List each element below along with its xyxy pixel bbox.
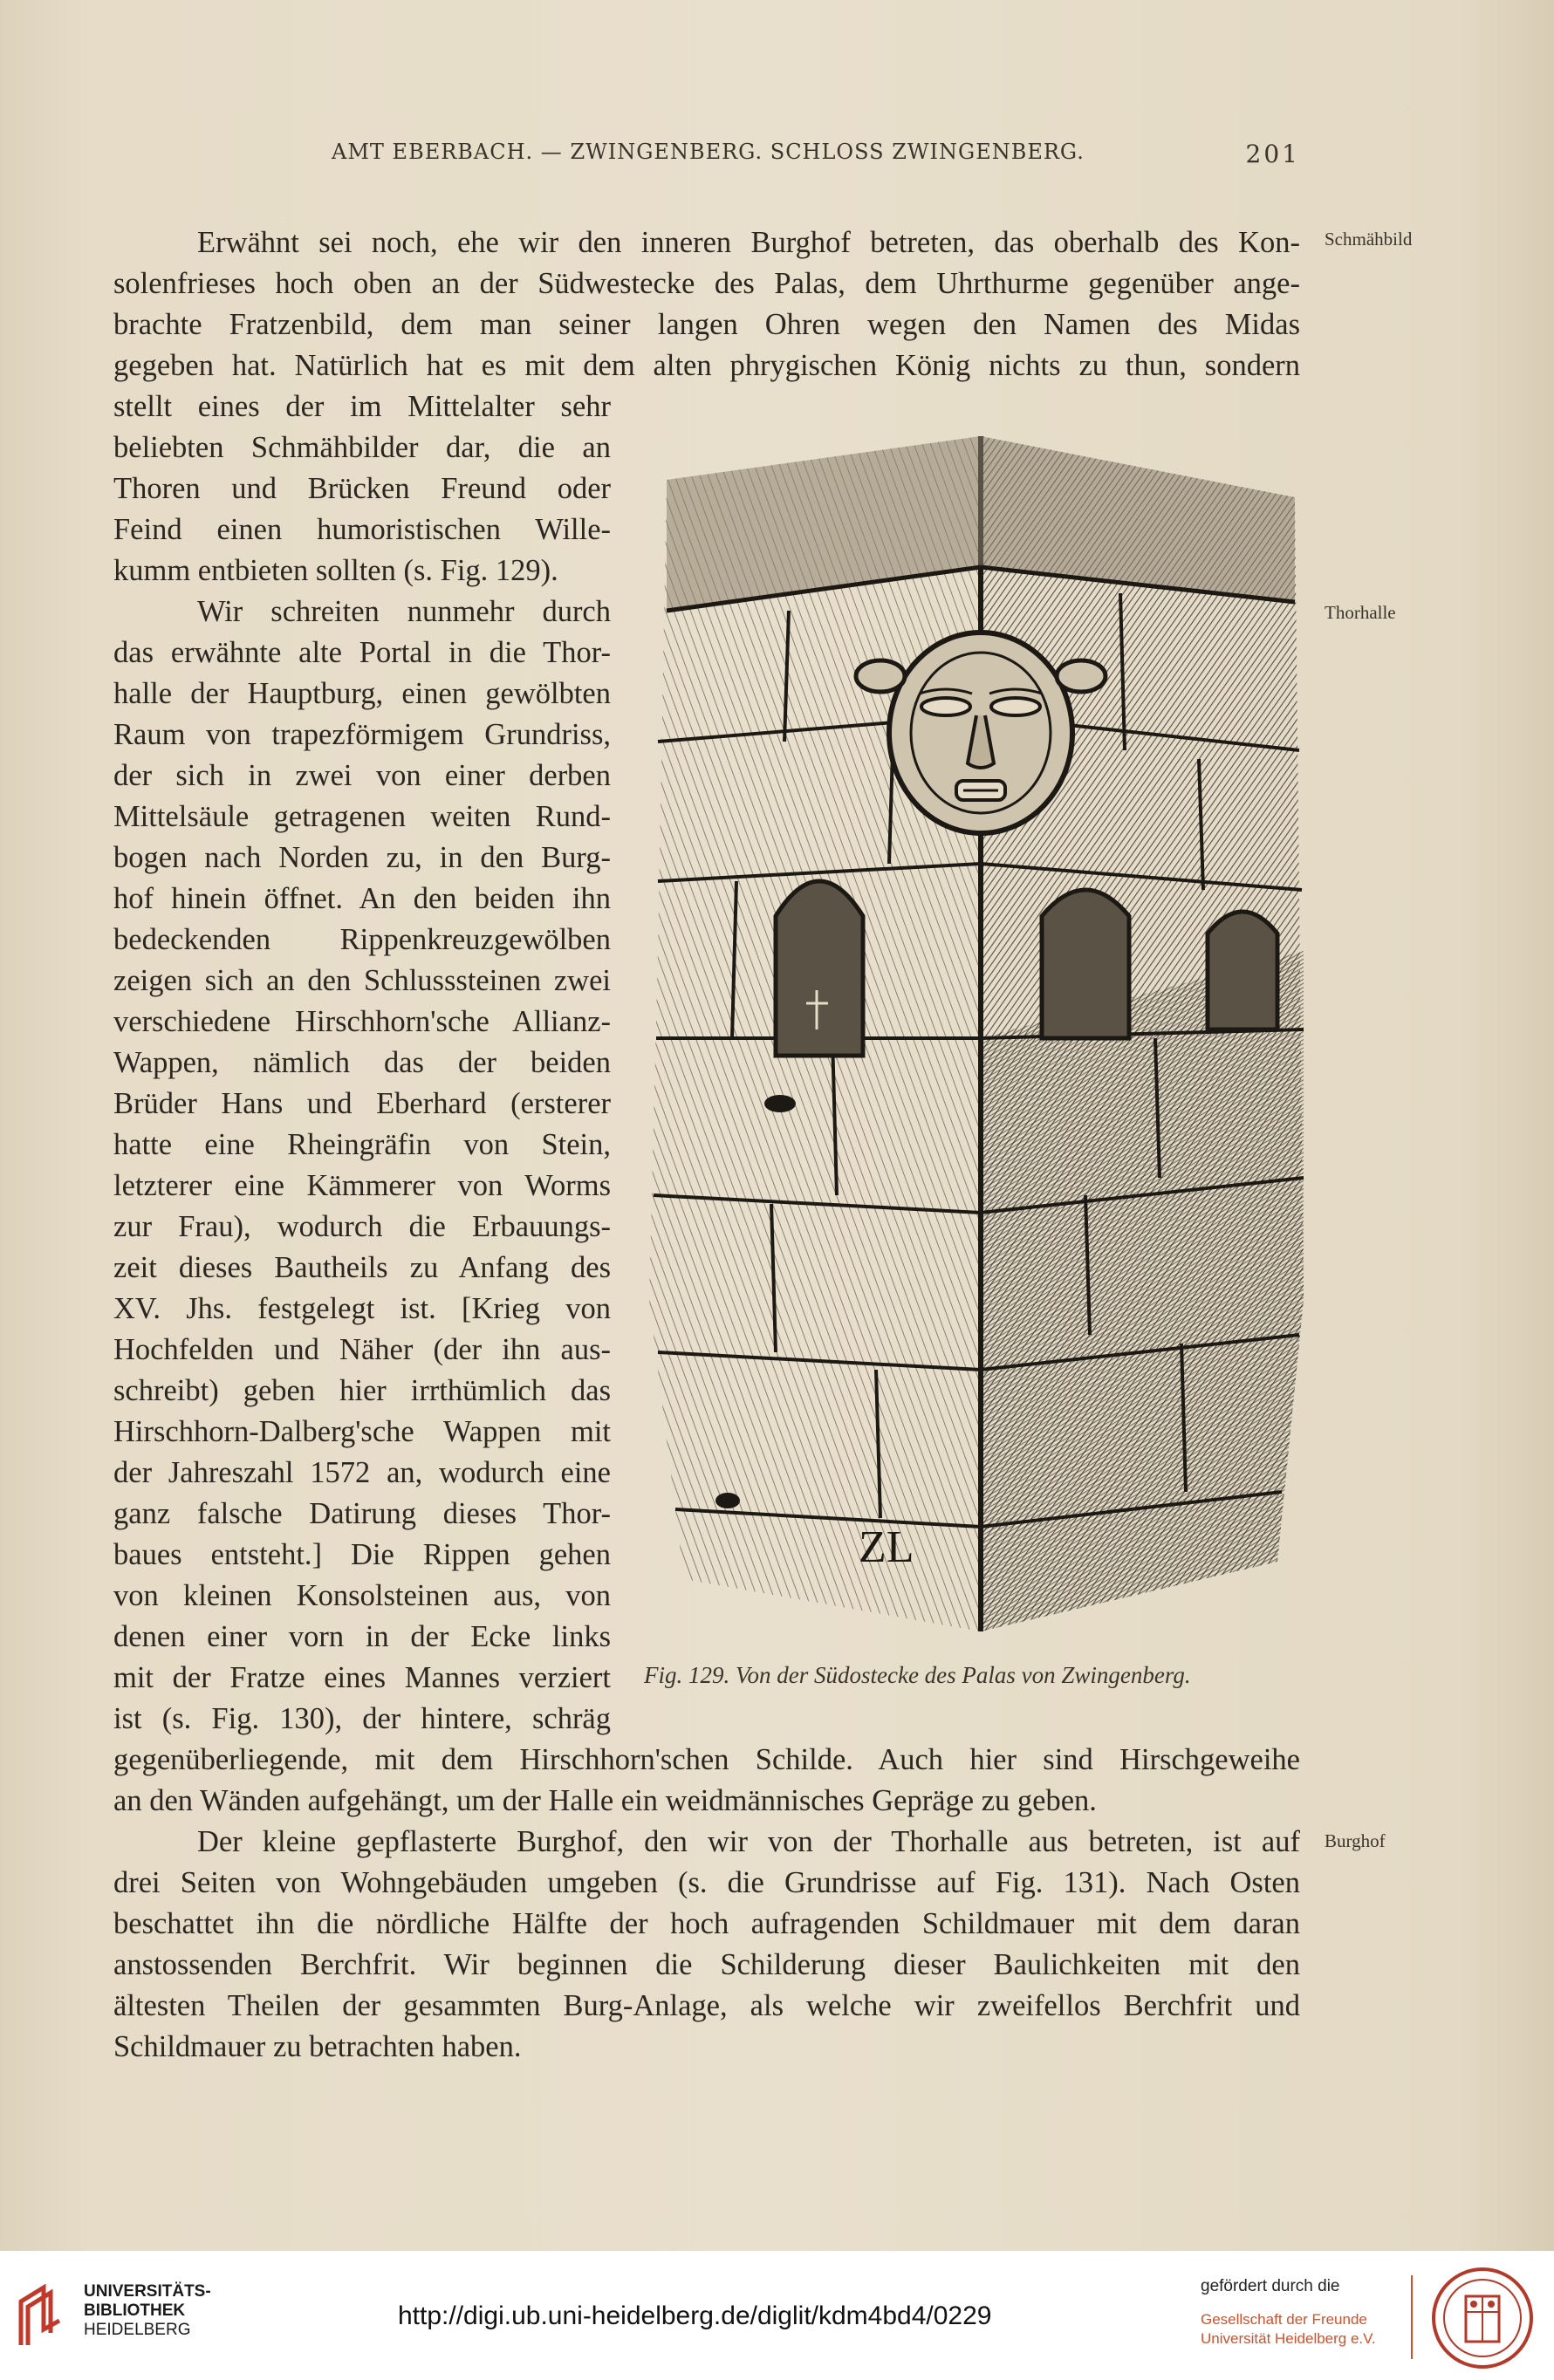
library-line-2: BIBLIOTHEK (84, 2301, 186, 2320)
text-line: bogen nach Norden zu, in den Burg- (113, 841, 611, 874)
sponsored-by-label: gefördert durch die (1201, 2277, 1340, 2295)
margin-note-thorhalle: Thorhalle (1325, 602, 1396, 623)
permalink-url[interactable]: http://digi.ub.uni-heidelberg.de/diglit/kdm4bd4/0229 (398, 2301, 992, 2330)
paragraph-2 (113, 592, 611, 1740)
text-line: schreibt) geben hier irrthümlich das (113, 1374, 611, 1407)
text-line: anstossenden Berchfrit. Wir beginnen die Schilderung dieser Baulichkeiten mit den (113, 1948, 1300, 1981)
society-line-2: Universität Heidelberg e.V. (1201, 2330, 1376, 2347)
library-line-1: UNIVERSITÄTS- (84, 2282, 211, 2301)
text-line: ist (s. Fig. 130), der hintere, schräg (113, 1702, 611, 1735)
text-line: Thoren und Brücken Freund oder (113, 472, 611, 505)
text-line: Wir schreiten nunmehr durch (197, 595, 611, 628)
text-line: Mittelsäule getragenen weiten Rund- (113, 800, 611, 833)
text-line: der sich in zwei von einer derben (113, 759, 611, 792)
header-title: AMT EBERBACH. — ZWINGENBERG. SCHLOSS ZWINGENBERG. (332, 140, 1085, 164)
text-line: Schildmauer zu betrachten haben. (113, 2030, 522, 2063)
text-line: verschiedene Hirschhorn'sche Allianz- (113, 1005, 611, 1038)
text-line: hatte eine Rheingräfin von Stein, (113, 1128, 611, 1161)
text-line: das erwähnte alte Portal in die Thor- (113, 636, 611, 669)
text-line: Brüder Hans und Eberhard (ersterer (113, 1087, 611, 1120)
text-line: zeit dieses Bautheils zu Anfang des (113, 1251, 611, 1284)
text-line: zeigen sich an den Schlusssteinen zwei (113, 964, 611, 997)
text-line: XV. Jhs. festgelegt ist. [Krieg von (113, 1292, 611, 1325)
paragraph-3 (113, 1822, 1300, 2068)
footer-bar (0, 2251, 1554, 2380)
paragraph-1 (113, 222, 1300, 386)
text-line: stellt eines der im Mittelalter sehr (113, 390, 611, 423)
footer-divider (1411, 2275, 1413, 2359)
corner-masonry-illustration (632, 427, 1321, 1649)
text-line: mit der Fratze eines Mannes verziert (113, 1661, 611, 1694)
text-line: Der kleine gepflasterte Burghof, den wir von der Thorhalle aus betreten, ist auf (197, 1825, 1300, 1858)
text-line: letzterer eine Kämmerer von Worms (113, 1169, 611, 1202)
library-line-3: HEIDELBERG (84, 2321, 191, 2339)
text-line: Hirschhorn-Dalberg'sche Wappen mit (113, 1415, 611, 1448)
text-line: beliebten Schmähbilder dar, die an (113, 431, 611, 464)
margin-note-schmaehbild: Schmähbild (1325, 229, 1413, 250)
text-line: brachte Fratzenbild, dem man seiner langen Ohren wegen den Namen des Midas (113, 308, 1300, 341)
paragraph-2-continued (113, 1740, 1300, 1822)
university-seal-icon (1431, 2267, 1534, 2370)
paragraph-1-narrow (113, 386, 611, 592)
text-line: gegenüberliegende, mit dem Hirschhorn'schen Schilde. Auch hier sind Hirschgeweihe (113, 1743, 1300, 1776)
text-line: solenfrieses hoch oben an der Südwestecke des Palas, dem Uhrthurme gegenüber ange- (113, 267, 1300, 300)
text-line: baues entsteht.] Die Rippen gehen (113, 1538, 611, 1571)
university-library-logo-icon (17, 2284, 63, 2347)
text-line: von kleinen Konsolsteinen aus, von (113, 1579, 611, 1612)
society-name (1201, 2310, 1376, 2349)
text-line: halle der Hauptburg, einen gewölbten (113, 677, 611, 710)
mason-mark: ZL (859, 1522, 914, 1572)
library-name (84, 2282, 211, 2340)
text-line: Erwähnt sei noch, ehe wir den inneren Burghof betreten, das oberhalb des Kon- (197, 226, 1300, 259)
text-line: hof hinein öffnet. An den beiden ihn (113, 882, 611, 915)
text-line: beschattet ihn die nördliche Hälfte der hoch aufragenden Schildmauer mit dem daran (113, 1907, 1300, 1940)
figure-caption: Fig. 129. Von der Südostecke des Palas von Zwingenberg. (644, 1662, 1191, 1688)
text-line: Raum von trapezförmigem Grundriss, (113, 718, 611, 751)
page-number: 201 (1245, 140, 1300, 168)
margin-note-burghof: Burghof (1325, 1830, 1386, 1851)
figure-129-engraving (632, 427, 1321, 1649)
text-line: drei Seiten von Wohngebäuden umgeben (s. die Grundrisse auf Fig. 131). Nach Osten (113, 1866, 1300, 1899)
text-line: Hochfelden und Näher (der ihn aus- (113, 1333, 611, 1366)
text-line: gegeben hat. Natürlich hat es mit dem alten phrygischen König nichts zu thun, sondern (113, 349, 1300, 382)
text-line: bedeckenden Rippenkreuzgewölben (113, 923, 611, 956)
text-line: ältesten Theilen der gesammten Burg-Anlage, als welche wir zweifellos Berchfrit und (113, 1989, 1300, 2022)
text-line: denen einer vorn in der Ecke links (113, 1620, 611, 1653)
text-line: der Jahreszahl 1572 an, wodurch eine (113, 1456, 611, 1489)
text-line: zur Frau), wodurch die Erbauungs- (113, 1210, 611, 1243)
text-line: kumm entbieten sollten (s. Fig. 129). (113, 554, 558, 587)
text-line: an den Wänden aufgehängt, um der Halle ein weidmännisches Gepräge zu geben. (113, 1784, 1097, 1817)
society-line-1: Gesellschaft der Freunde (1201, 2311, 1367, 2328)
text-line: Wappen, nämlich das der beiden (113, 1046, 611, 1079)
text-line: ganz falsche Datirung dieses Thor- (113, 1497, 611, 1530)
text-line: Feind einen humoristischen Wille- (113, 513, 611, 546)
